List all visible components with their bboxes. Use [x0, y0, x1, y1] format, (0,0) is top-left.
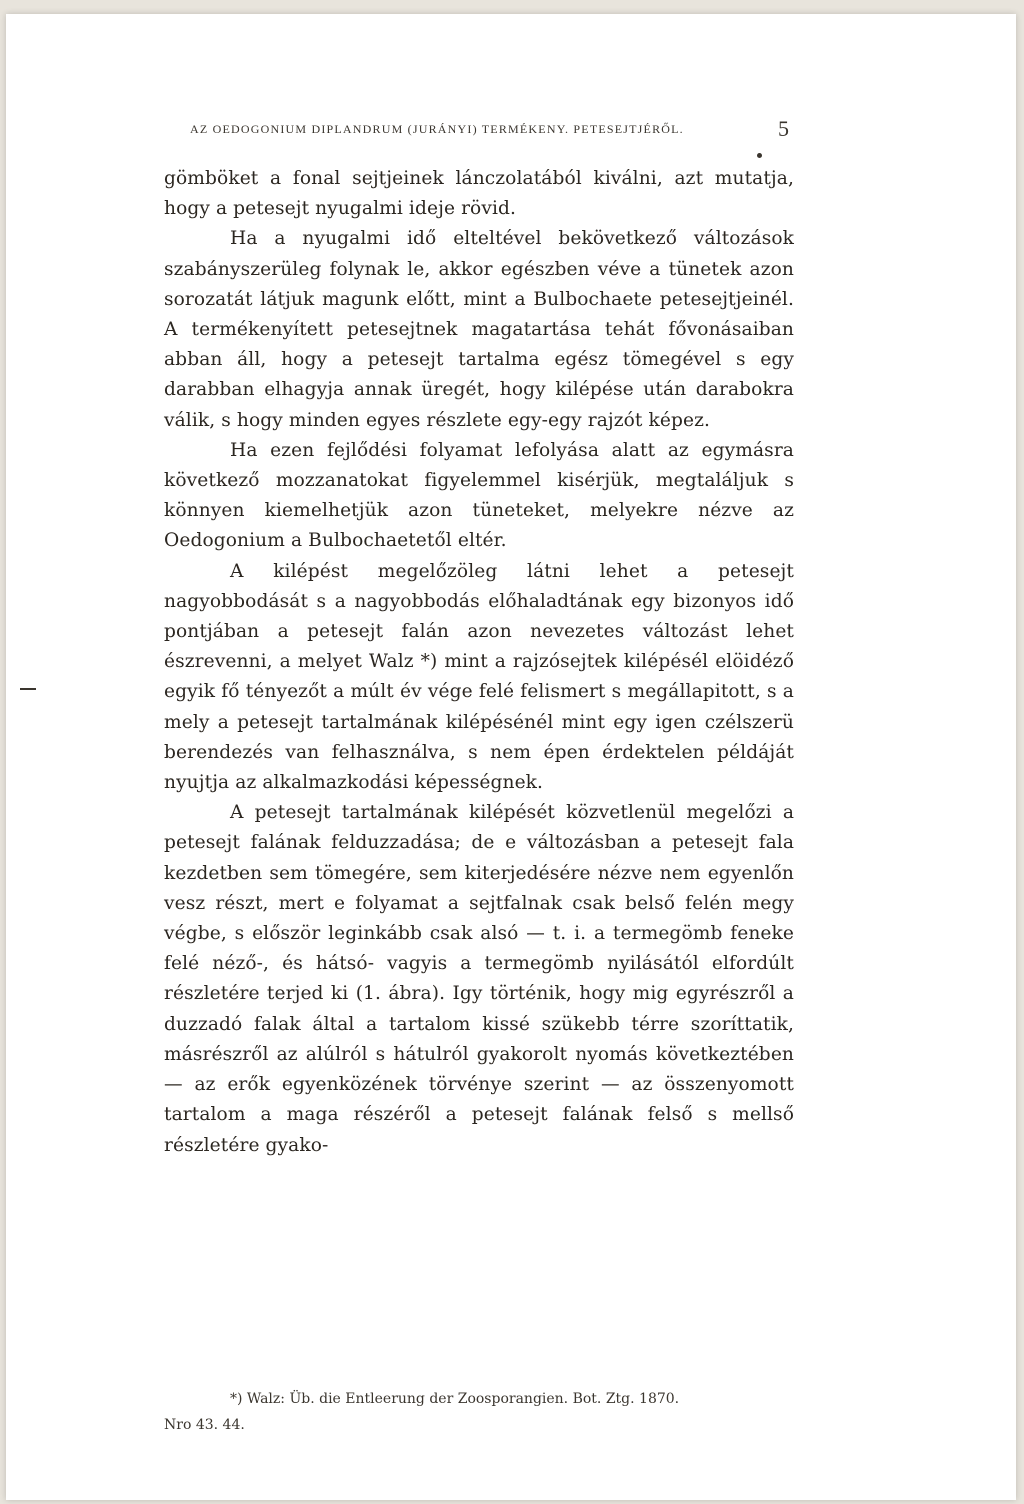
paragraph: A kilépést megelőzöleg látni lehet a petesejt nagyobbodását s a nagyobbodás előhaladtának egy bizonyos idő pontjában a petesejt falán azon nevezetes változást lehet észrevenni, a melyet Walz *) mint a rajzósejtek kilépésél elöidéző egyik fő tényezőt a múlt év vége felé felismert s megállapitott, s a mely a petesejt tartalmának kilépésénél mint egy igen czélszerü berendezés van felhasználva, s nem épen érdektelen példáját nyujtja az alkalmazkodási képességnek.: [164, 560, 794, 794]
paragraph: A petesejt tartalmának kilépését közvetlenül megelőzi a petesejt falának felduzzadása; de e változásban a petesejt fala kezdetben sem tömegére, sem kiterjedésére nézve nem egyenlőn vesz részt, mert e folyamat a sejtfalnak csak belső felén megy végbe, s először leginkább csak alsó — t. i. a termegömb feneke felé néző-, és hátsó- vagyis a termegömb nyilásától elfordúlt részletére terjed ki (1. ábra). Igy történik, hogy mig egyrészről a duzzadó falak által a tartalom kissé szükebb térre szoríttatik, másrészről az alúlról s hátulról gyakorolt nyomás következtében — az erők egyenközének törvénye szerint — az összenyomott tartalom a maga részéről a petesejt falának felső s mellső részletére gyako-: [164, 802, 794, 1156]
paragraph: Ha a nyugalmi idő elteltével bekövetkező változások szabányszerüleg folynak le, akkor egészben véve a tünetek azon sorozatát látjuk magunk előtt, mint a Bulbochaete petesejtjeinél. A termékenyített petesejtnek magatartása tehát fővonásaiban abban áll, hogy a petesejt tartalma egész tömegével s egy darabban elhagyja annak üregét, hogy kilépése után darabokra válik, s hogy minden egyes részlete egy-egy rajzót képez.: [164, 228, 794, 431]
body-text: [164, 164, 794, 1161]
running-header: [0, 116, 1024, 146]
page-number: 5: [778, 116, 789, 141]
paragraph: gömböket a fonal sejtjeinek lánczolatából kiválni, azt mutatja, hogy a petesejt nyugalmi ideje rövid.: [164, 168, 794, 220]
margin-mark: [20, 688, 36, 690]
footnote-line: Nro 43. 44.: [164, 1417, 245, 1433]
footnote-line: *) Walz: Üb. die Entleerung der Zoosporangien. Bot. Ztg. 1870.: [230, 1391, 680, 1407]
running-title: AZ OEDOGONIUM DIPLANDRUM (JURÁNYI) TERMÉKENY. PETESEJTJÉRŐL.: [190, 122, 684, 136]
ink-dot: [757, 153, 762, 158]
footnote: [164, 1386, 794, 1438]
paragraph: Ha ezen fejlődési folyamat lefolyása alatt az egymásra következő mozzanatokat figyelemmel kisérjük, megtaláljuk s könnyen kiemelhetjük azon tüneteket, melyekre nézve az Oedogonium a Bulbochaetetől eltér.: [164, 439, 794, 552]
